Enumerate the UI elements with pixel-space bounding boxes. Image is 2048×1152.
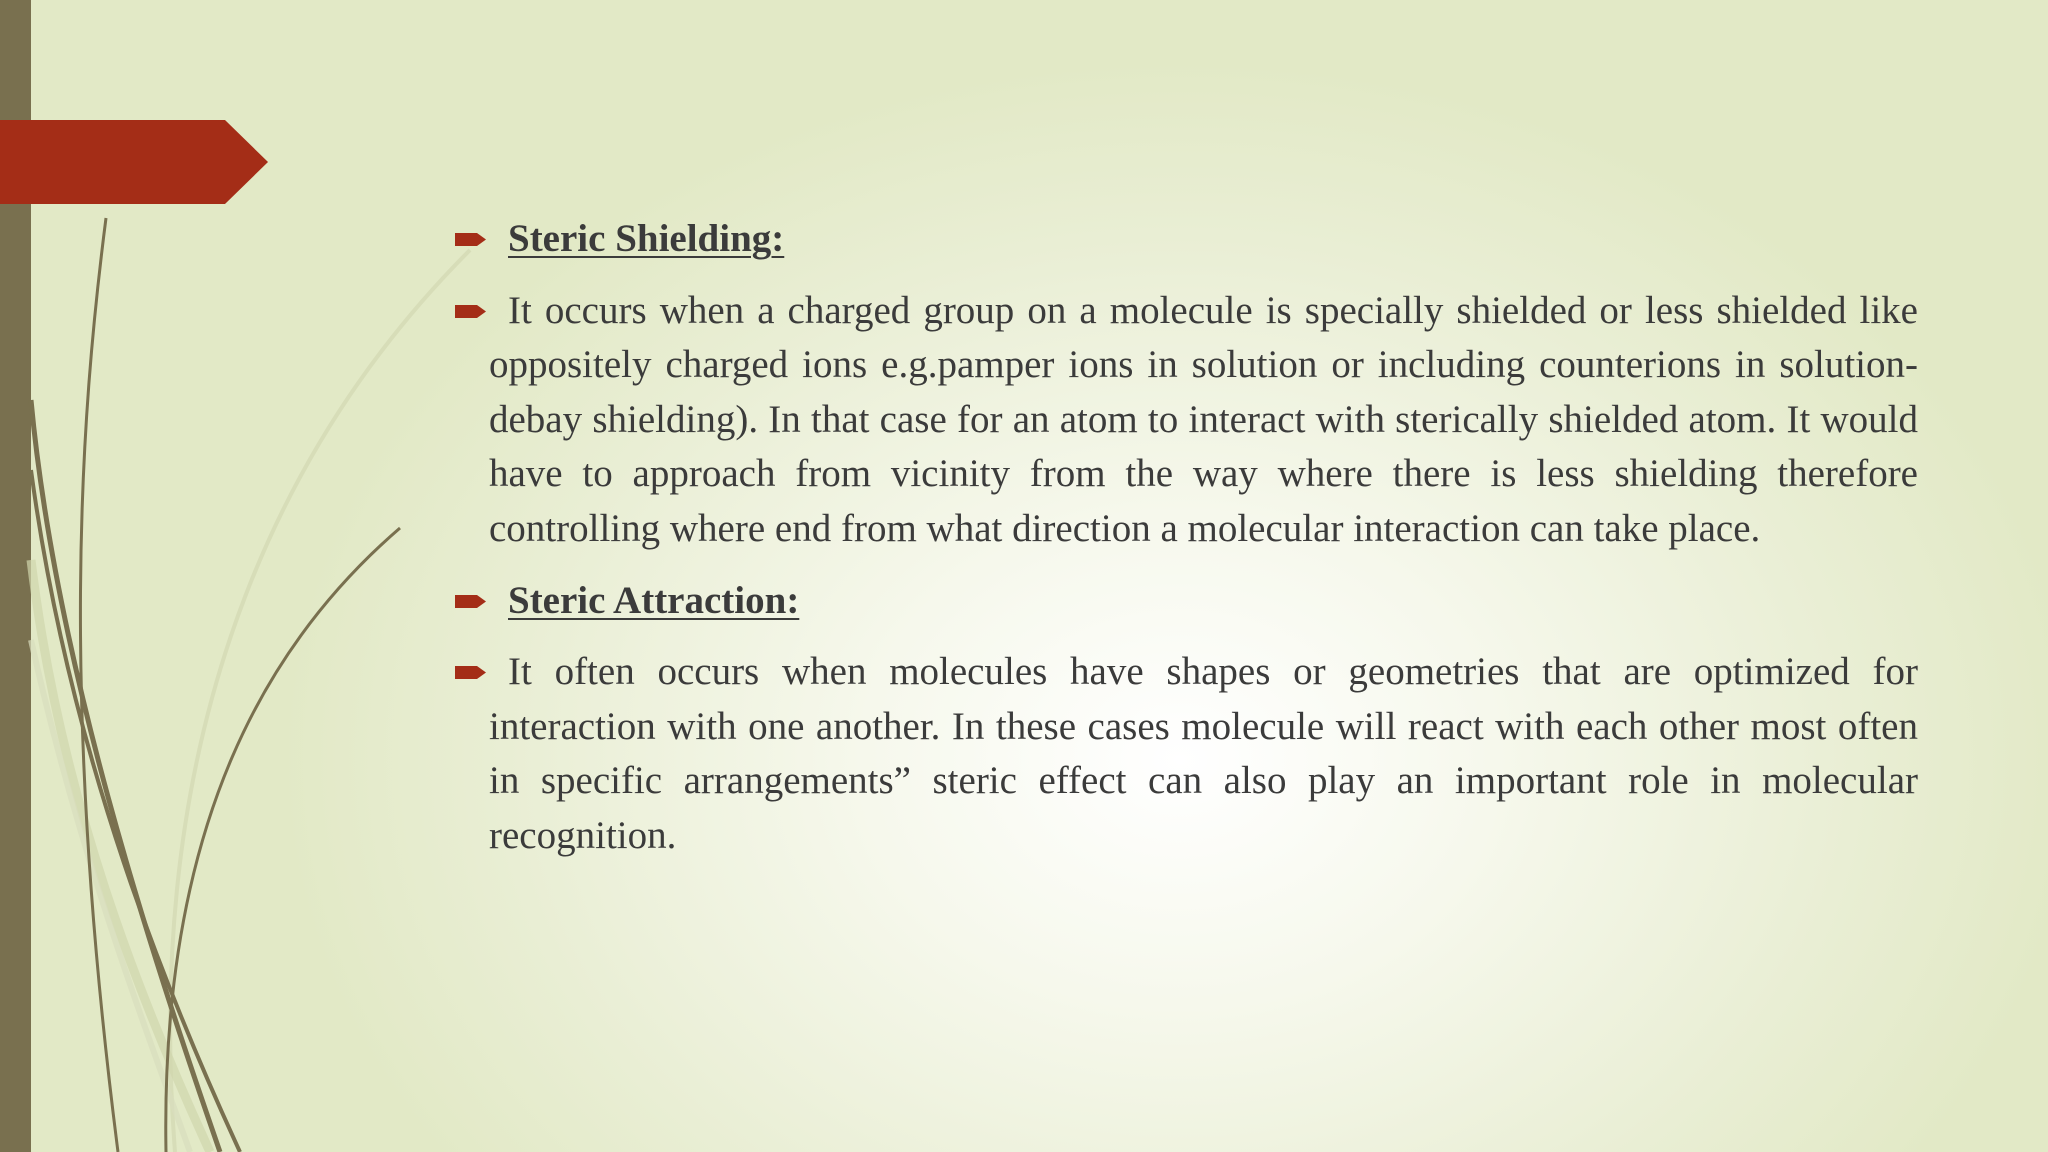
paragraph-text: It occurs when a charged group on a molecule is specially shielded or less shielded like oppositely charged ions e.g.pamper ions in solution or including counterions in solution-debay shielding). In that case for an atom to interact with sterically shielded atom. It would have to approach from vicinity from the way where there is less shielding therefore controlling where end from what direction a molecular interaction can take place. — [489, 288, 1918, 550]
bullet-item-paragraph-attraction — [450, 645, 1918, 863]
arrow-bullet-icon — [455, 593, 487, 610]
bullet-item-heading-steric-attraction — [450, 574, 1918, 629]
arrow-bullet-icon — [455, 664, 487, 681]
heading-text: Steric Shielding: — [508, 217, 785, 260]
red-arrow-banner — [0, 120, 268, 204]
bullet-item-heading-steric-shielding — [450, 212, 1918, 267]
content-list — [450, 212, 1918, 881]
arrow-bullet-icon — [455, 231, 487, 248]
paragraph-text: It often occurs when molecules have shapes or geometries that are optimized for interaction with one another. In these cases molecule will react with each other most often in specific arrangements” steric effect can also play an important role in molecular recognition. — [489, 650, 1918, 857]
pale-curve-1 — [170, 250, 470, 1152]
olive-curve-4 — [166, 528, 400, 1152]
arrow-bullet-icon — [455, 303, 487, 320]
olive-curve-1 — [80, 218, 118, 1152]
heading-text: Steric Attraction: — [508, 578, 800, 622]
olive-curve-3 — [31, 470, 240, 1152]
bullet-item-paragraph-shielding — [450, 284, 1918, 557]
